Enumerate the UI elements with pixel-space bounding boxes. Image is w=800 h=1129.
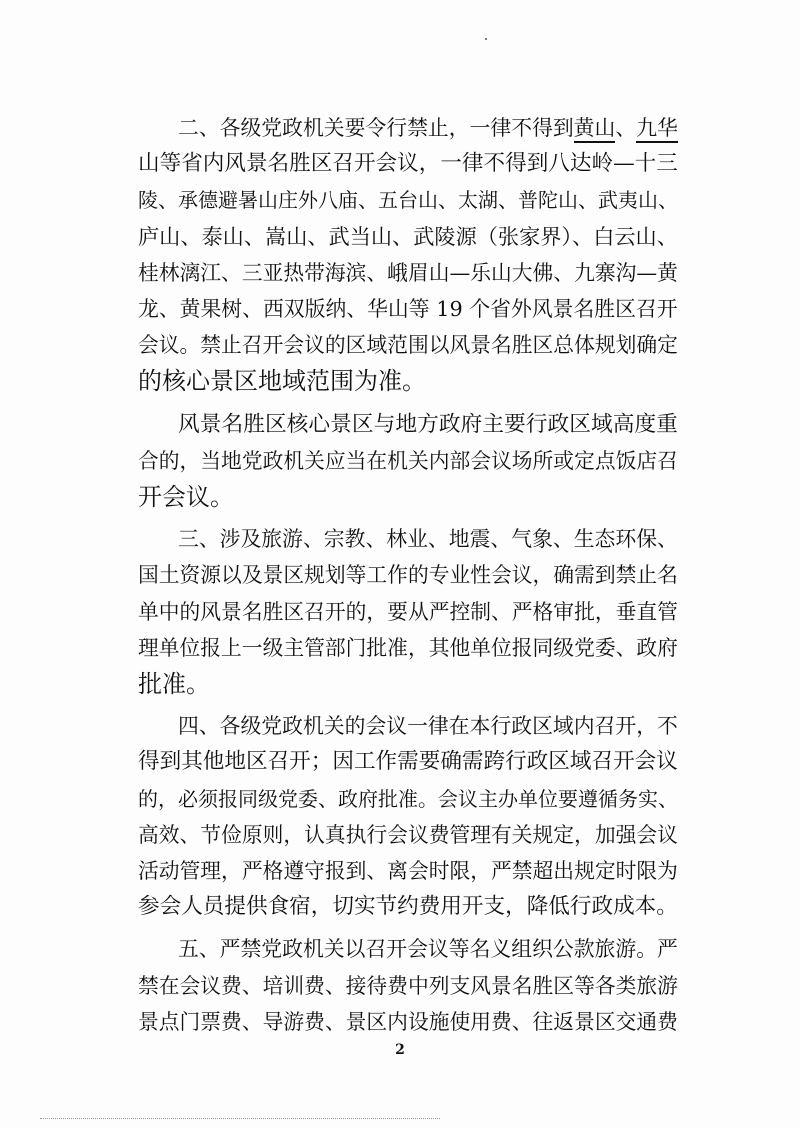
scan-speck: [485, 38, 487, 40]
paragraph-4-line-6: 参会人员提供食宿，切实节约费用开支，降低行政成本。: [138, 894, 678, 919]
underlined-huangshan: 黄山: [574, 116, 616, 143]
paragraph-4-line-3: 的，必须报同级党委、政府批准。会议主办单位要遵循务实、: [138, 787, 678, 811]
paragraph-5-line-3: 景点门票费、导游费、景区内设施使用费、往返景区交通费: [138, 1010, 678, 1034]
paragraph-4-line-2: 得到其他地区召开；因工作需要确需跨行政区域召开会议: [138, 749, 678, 774]
paragraph-2-line-8: 的核心景区地域范围为准。: [138, 367, 426, 395]
paragraph-3-line-1: 三、涉及旅游、宗教、林业、地震、气象、生态环保、: [178, 527, 678, 551]
paragraph-2-line-1: [178, 108, 678, 148]
paragraph-3-line-5: 批准。: [138, 670, 210, 698]
underlined-jiuhua: 九华: [636, 116, 678, 143]
paragraph-2-line-4: 庐山、泰山、嵩山、武当山、武陵源（张家界）、白云山、: [138, 224, 678, 249]
paragraph-2b-line-1: 风景名胜区核心景区与地方政府主要行政区域高度重: [178, 412, 678, 437]
paragraph-2-line-5: 桂林漓江、三亚热带海滨、峨眉山—乐山大佛、九寨沟—黄: [138, 261, 678, 285]
paragraph-4-line-4: 高效、节俭原则，认真执行会议费管理有关规定，加强会议: [138, 823, 678, 847]
text-segment: 二、各级党政机关要令行禁止，一律不得到: [178, 116, 574, 140]
paragraph-3-line-2: 国土资源以及景区规划等工作的专业性会议，确需到禁止名: [138, 563, 678, 587]
paragraph-2b-line-2: 合的，当地党政机关应当在机关内部会议场所或定点饭店召: [138, 449, 678, 473]
footer-rule: [40, 1118, 440, 1119]
text-segment: 、: [615, 116, 637, 140]
paragraph-5-line-1: 五、严禁党政机关以召开会议等名义组织公款旅游。严: [178, 937, 678, 961]
paragraph-4-line-5: 活动管理，严格遵守报到、离会时限，严禁超出规定时限为: [138, 859, 678, 883]
paragraph-2b-line-3: 开会议。: [138, 483, 234, 511]
paragraph-2-line-7: 会议。禁止召开会议的区域范围以风景名胜区总体规划确定: [138, 333, 678, 357]
paragraph-2-line-6: 龙、黄果树、西双版纳、华山等 19 个省外风景名胜区召开: [138, 297, 678, 321]
paragraph-3-line-3: 单中的风景名胜区召开的，要从严控制、严格审批，垂直管: [138, 600, 678, 624]
paragraph-4-line-1: 四、各级党政机关的会议一律在本行政区域内召开，不: [178, 714, 678, 738]
paragraph-5-line-2: 禁在会议费、培训费、接待费中列支风景名胜区等各类旅游: [138, 974, 678, 998]
paragraph-2-line-3: 陵、承德避暑山庄外八庙、五台山、太湖、普陀山、武夷山、: [138, 188, 678, 212]
paragraph-3-line-4: 理单位报上一级主管部门批准，其他单位报同级党委、政府: [138, 636, 678, 660]
paragraph-2-line-2: 山等省内风景名胜区召开会议，一律不得到八达岭—十三: [138, 151, 678, 176]
page-number: 2: [395, 1042, 405, 1058]
